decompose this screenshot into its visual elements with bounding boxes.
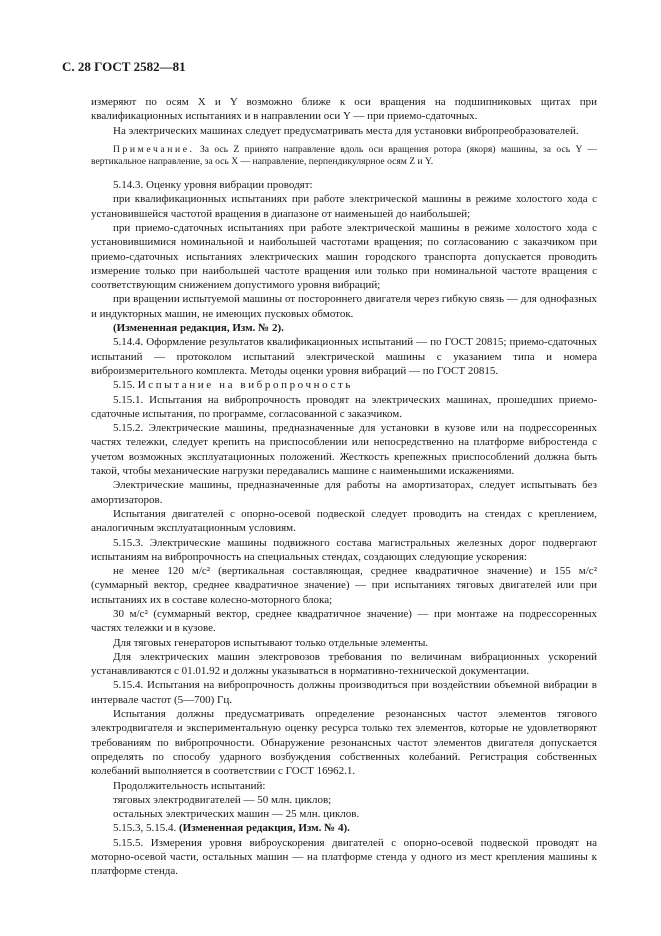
paragraph: 5.15.2. Электрические машины, предназначенные для установки в кузове или на подрессоренных частях тележки, следует крепить на приспособлении или непосредственно на платформе вибростенда с учетом возможных эксплуатационных положений. Жесткость крепежных приспособлений должна быть такой, чтобы механические нагрузки передавались машине с наименьшими искажениями.	[91, 422, 597, 478]
paragraph: Для тяговых генераторов испытывают только отдельные элементы.	[113, 636, 429, 649]
paragraph: 5.15.1. Испытания на вибропрочность проводят на электрических машинах, прошедших приемо-сдаточные испытания, по программе, согласованной с заказчиком.	[91, 393, 597, 420]
paragraph: Испытания двигателей с опорно-осевой подвеской следует проводить на стендах с креплением, аналогичным эксплуатационным условиям.	[91, 507, 597, 535]
paragraph: Продолжительность испытаний:	[113, 779, 266, 792]
paragraph: 5.14.3. Оценку уровня вибрации проводят:	[113, 179, 313, 192]
paragraph: 5.15.3. Электрические машины подвижного состава магистральных железных дорог подвергают испытаниям на вибропрочность на специальных стендах, создающих следующие ускорения:	[91, 536, 597, 563]
paragraph: 5.15.5. Измерения уровня виброускорения двигателей с опорно-осевой подвеской проводят на моторно-осевой части, остальных машин — на платформе стенда у одного из мест крепления машины к платформе стенда.	[91, 836, 597, 878]
note	[91, 144, 597, 169]
paragraph: не менее 120 м/с² (вертикальная составляющая, среднее квадратичное значение) и 155 м/с² (суммарный вектор, среднее квадратичное значение) — при испытаниях тяговых двигателей или при испытаниях их в составе колесно-моторного блока;	[91, 565, 597, 606]
document-body	[91, 95, 597, 879]
paragraph: при квалификационных испытаниях при работе электрической машины в режиме холостого хода с установившейся частотой вращения в диапазоне от наименьшей до наибольшей;	[91, 193, 597, 220]
page-header: С. 28 ГОСТ 2582—81	[62, 59, 186, 74]
paragraph: Испытания должны предусматривать определение резонансных частот элементов тягового электродвигателя и экспериментальную оценку ресурса только тех элементов, которые не удовлетворяют требованиям по вибропрочности. Обнаружение резонансных частот элементов двигателя допускается определять по способу ударного возбуждения собственных колебаний. Регистрация собственных колебаний выполняется в соответствии с ГОСТ 16962.1.	[91, 708, 597, 778]
section-number: 5.15.	[113, 379, 135, 392]
note-label: Примечание.	[113, 143, 195, 155]
clause-numbers: 5.15.3, 5.15.4.	[113, 822, 177, 835]
amendment-note: (Измененная редакция, Изм. № 4).	[179, 822, 350, 835]
paragraph: Электрические машины, предназначенные для работы на амортизаторах, следует испытывать без амортизаторов.	[91, 479, 597, 506]
section-heading	[91, 378, 597, 392]
paragraph: измеряют по осям X и Y возможно ближе к оси вращения на подшипниковых щитах при квалификационных испытаниях и в направлении оси Y — при приемо-сдаточных.	[91, 96, 597, 123]
paragraph: остальных электрических машин — 25 млн. циклов.	[113, 808, 360, 821]
paragraph: 5.15.4. Испытания на вибропрочность должны производиться при воздействии объемной вибрации в интервале частот (5—700) Гц.	[91, 679, 597, 706]
paragraph: при приемо-сдаточных испытаниях при работе электрической машины в режиме холостого хода с установившимися номинальной и наибольшей частотами вращения; по согласованию с заказчиком при приемо-сдаточных испытаниях электрических машин городского транспорта допускается проводить измерение только при наибольшей частоте вращения или только при номинальной частоте вращения с соответствующим снижением допустимого уровня вибраций;	[91, 221, 597, 292]
note-text: За ось Z принято направление вдоль оси вращения ротора (якоря) машины, за ось Y — вертикальное направление, за ось X — направление, перпендикулярное осям Z и Y.	[91, 143, 597, 168]
paragraph: 30 м/с² (суммарный вектор, среднее квадратичное значение) — при монтаже на подрессоренных частях тележки и в кузове.	[91, 607, 597, 635]
paragraph: На электрических машинах следует предусматривать места для установки вибропреобразователей.	[113, 124, 579, 137]
section-title: Испытание на вибропрочность	[137, 379, 353, 392]
paragraph: 5.14.4. Оформление результатов квалификационных испытаний — по ГОСТ 20815; приемо-сдаточных испытаний — протоколом испытаний электрической машины с указанием типа и номера виброизмерительного комплекта. Методы оценки уровня вибраций — по ГОСТ 20815.	[91, 336, 597, 377]
amendment-line	[91, 821, 597, 835]
paragraph: при вращении испытуемой машины от постороннего двигателя через гибкую связь — для однофазных и индукторных машин, не имеющих пусковых обмоток.	[91, 293, 597, 320]
amendment-note: (Измененная редакция, Изм. № 2).	[113, 322, 284, 335]
paragraph: Для электрических машин электровозов требования по величинам вибрационных ускорений устанавливаются с 01.01.92 и должны указываться в нормативно-технической документации.	[91, 650, 597, 678]
paragraph: тяговых электродвигателей — 50 млн. циклов;	[113, 793, 332, 806]
